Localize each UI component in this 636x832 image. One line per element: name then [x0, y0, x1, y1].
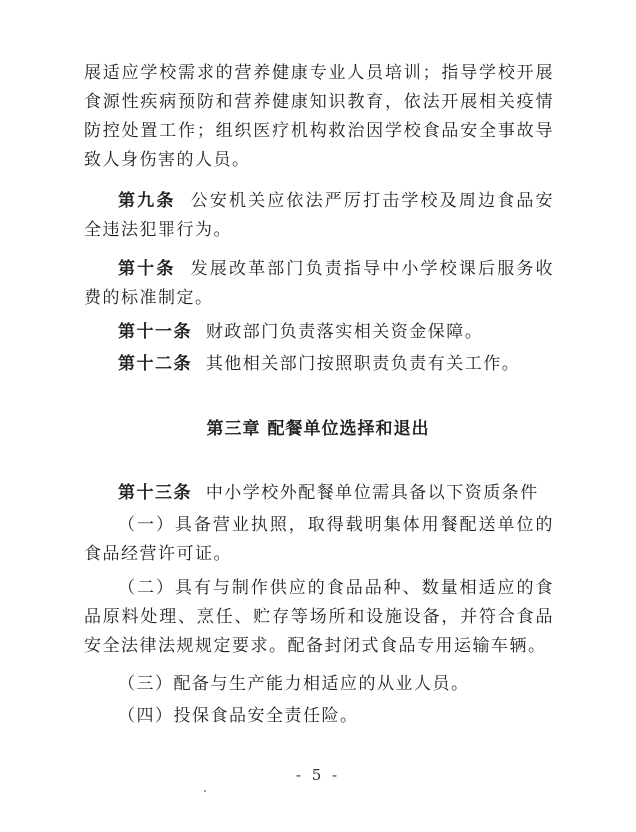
article-label: 第十一条	[118, 322, 192, 342]
article-text: 财政部门负责落实相关资金保障。	[205, 322, 484, 342]
article-label: 第十三条	[118, 483, 192, 503]
list-item-3	[84, 670, 554, 699]
paragraph-text: 展适应学校需求的营养健康专业人员培训；指导学校开展食源性疾病预防和营养健康知识教育，依法开展相关疫情防控处置工作；组织医疗机构救治因学校食品安全事故导致人身伤害的人员。	[84, 63, 554, 170]
article-text: 其他相关部门按照职责负责有关工作。	[205, 354, 521, 374]
chapter-title: 第三章 配餐单位选择和退出	[206, 419, 430, 439]
article-label: 第九条	[118, 191, 176, 211]
list-item-text: （四）投保食品安全责任险。	[118, 706, 359, 726]
page-number: - 5 -	[295, 766, 341, 784]
article-11	[84, 318, 554, 347]
list-item-2	[84, 574, 554, 661]
article-label: 第十二条	[118, 354, 192, 374]
article-text: 发展改革部门负责指导中小学校课后服务收费的标准制定。	[84, 259, 555, 308]
list-item-text: （三）配备与生产能力相适应的从业人员。	[118, 674, 470, 694]
scan-speck	[204, 790, 206, 792]
list-item-4	[84, 702, 554, 731]
list-item-text: （二）具有与制作供应的食品品种、数量相适应的食品原料处理、烹任、贮存等场所和设施设备，并符合食品安全法律法规规定要求。配备封闭式食品专用运输车辆。	[84, 578, 554, 656]
list-item-text: （一）具备营业执照，取得载明集体用餐配送单位的食品经营许可证。	[84, 515, 554, 564]
article-12	[84, 350, 554, 379]
article-13	[84, 479, 554, 508]
article-label: 第十条	[118, 259, 176, 279]
list-item-1	[84, 511, 554, 569]
article-text: 公安机关应依法严厉打击学校及周边食品安全违法犯罪行为。	[84, 191, 555, 240]
paragraph-continuation	[84, 59, 554, 175]
article-9	[84, 187, 554, 245]
article-10	[84, 255, 554, 313]
article-text: 中小学校外配餐单位需具备以下资质条件	[205, 483, 539, 503]
